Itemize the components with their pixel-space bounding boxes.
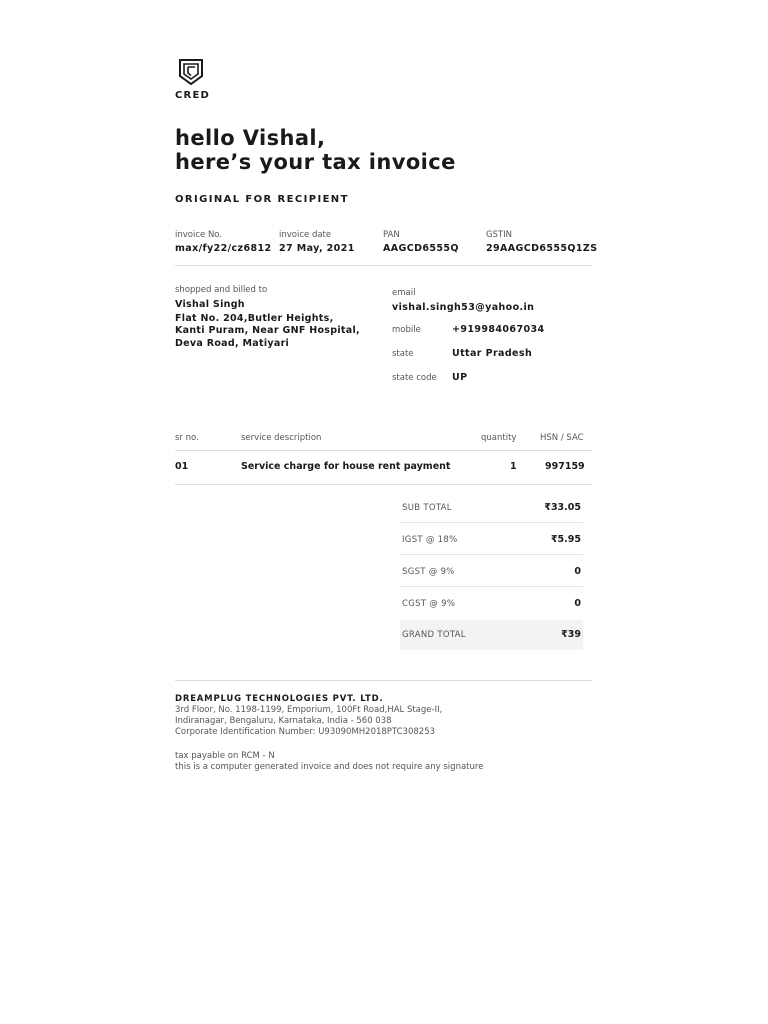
company-name: DREAMPLUG TECHNOLOGIES PVT. LTD. xyxy=(175,694,384,704)
invoice-date-block xyxy=(279,230,355,254)
divider xyxy=(175,680,592,681)
gstin-value: 29AAGCD6555Q1ZS xyxy=(486,243,598,254)
subtotal-label: SUB TOTAL xyxy=(402,503,452,513)
table-cell-quantity: 1 xyxy=(510,461,517,472)
sgst-row xyxy=(400,555,583,587)
pan-label: PAN xyxy=(383,230,400,240)
cgst-value: 0 xyxy=(574,598,581,609)
grand-total-label: GRAND TOTAL xyxy=(402,630,466,640)
invoice-number-label: invoice No. xyxy=(175,230,223,240)
table-header-description: service description xyxy=(241,433,322,443)
state-code-label: state code xyxy=(392,373,437,383)
cred-shield-icon xyxy=(178,58,204,86)
greeting-heading xyxy=(175,126,456,174)
divider xyxy=(175,450,592,451)
sgst-label: SGST @ 9% xyxy=(402,567,455,577)
mobile-label: mobile xyxy=(392,325,421,335)
greeting-line-1: hello Vishal, xyxy=(175,126,326,150)
email-value: vishal.singh53@yahoo.in xyxy=(392,302,535,313)
signature-note: this is a computer generated invoice and does not require any signature xyxy=(175,762,484,772)
pan-value: AAGCD6555Q xyxy=(383,243,459,254)
copy-label: ORIGINAL FOR RECIPIENT xyxy=(175,194,349,205)
pan-block xyxy=(383,230,459,254)
igst-value: ₹5.95 xyxy=(550,534,581,545)
email-label: email xyxy=(392,288,416,298)
billing-label: shopped and billed to xyxy=(175,285,268,295)
brand-logo xyxy=(175,58,209,101)
divider xyxy=(175,484,592,485)
invoice-number-block xyxy=(175,230,272,254)
company-cin: Corporate Identification Number: U93090MH2018PTC308253 xyxy=(175,727,436,737)
invoice-number-value: max/fy22/cz6812 xyxy=(175,243,272,254)
cgst-label: CGST @ 9% xyxy=(402,599,456,609)
brand-name: CRED xyxy=(175,90,210,101)
company-footer xyxy=(175,694,483,773)
company-address-line-2: Indiranagar, Bengaluru, Karnataka, India - 560 038 xyxy=(175,716,392,726)
billing-name: Vishal Singh xyxy=(175,299,245,310)
table-header-quantity: quantity xyxy=(481,433,517,443)
rcm-note: tax payable on RCM - N xyxy=(175,751,275,761)
igst-row xyxy=(400,523,583,555)
igst-label: IGST @ 18% xyxy=(402,535,458,545)
email-block xyxy=(392,288,534,313)
invoice-date-value: 27 May, 2021 xyxy=(279,243,355,254)
gstin-label: GSTIN xyxy=(486,230,513,240)
grand-total-value: ₹39 xyxy=(561,629,581,640)
invoice-date-label: invoice date xyxy=(279,230,332,240)
subtotal-row xyxy=(400,491,583,523)
gstin-block xyxy=(486,230,597,254)
table-cell-sr: 01 xyxy=(175,461,189,472)
cgst-row xyxy=(400,587,583,619)
table-cell-description: Service charge for house rent payment xyxy=(241,461,451,472)
company-address-line-1: 3rd Floor, No. 1198-1199, Emporium, 100Ft Road,HAL Stage-II, xyxy=(175,705,443,715)
mobile-value: +919984067034 xyxy=(452,324,545,335)
billing-address: Flat No. 204,Butler Heights, Kanti Puram, Near GNF Hospital, Deva Road, Matiyari xyxy=(175,312,360,349)
sgst-value: 0 xyxy=(574,566,581,577)
billing-block xyxy=(175,285,365,350)
greeting-line-2: here’s your tax invoice xyxy=(175,150,456,174)
grand-total-row xyxy=(400,620,583,650)
subtotal-value: ₹33.05 xyxy=(544,502,581,513)
table-header-hsn: HSN / SAC xyxy=(540,433,584,443)
table-cell-hsn: 997159 xyxy=(545,461,585,472)
table-header-sr: sr no. xyxy=(175,433,199,443)
state-code-value: UP xyxy=(452,372,468,383)
state-label: state xyxy=(392,349,414,359)
state-value: Uttar Pradesh xyxy=(452,348,533,359)
divider xyxy=(175,265,592,266)
